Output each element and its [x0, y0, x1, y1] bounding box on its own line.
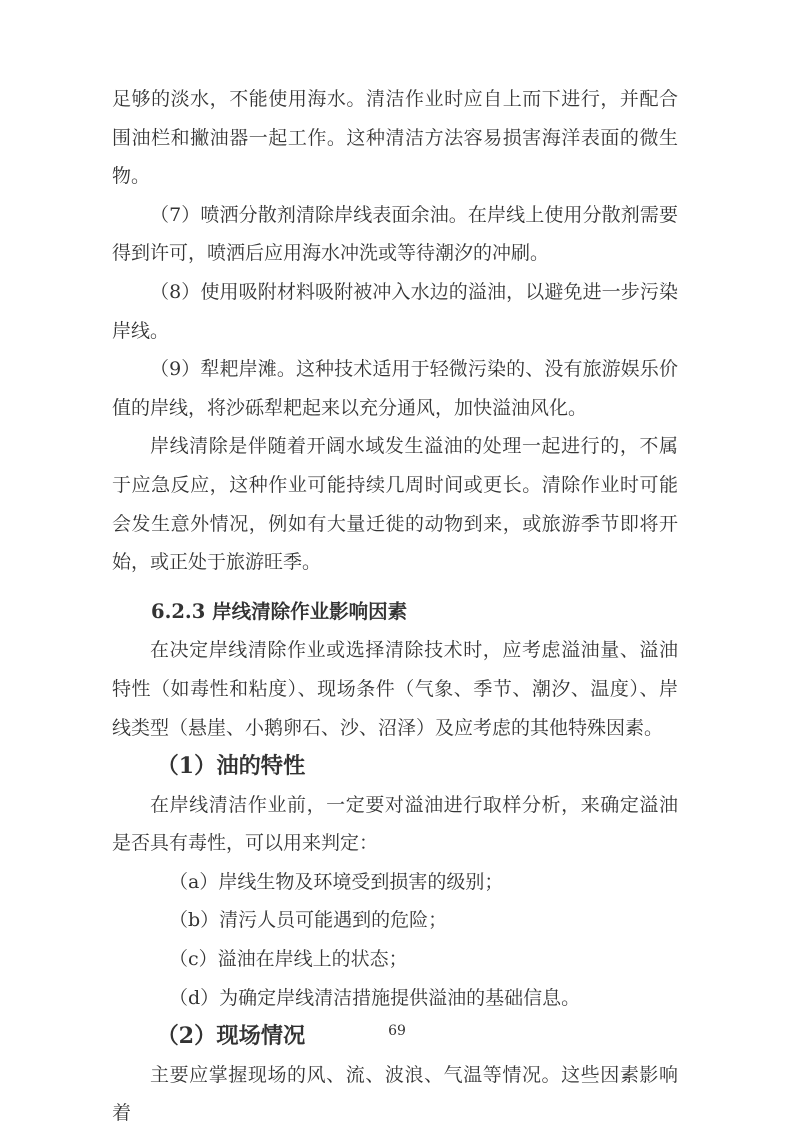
list-item: （b）清污人员可能遇到的危险；	[169, 909, 448, 932]
list-item: （a）岸线生物及环境受到损害的级别；	[169, 870, 504, 893]
subsection-heading: （1）油的特性	[156, 753, 306, 780]
body-paragraph: 在岸线清洁作业前，一定要对溢油进行取样分析，来确定溢油是否具有毒性，可以用来判定：	[112, 793, 678, 855]
page-number: 69	[388, 1023, 406, 1039]
subsection-heading: （2）现场情况	[156, 1023, 306, 1050]
body-paragraph: （8）使用吸附材料吸附被冲入水边的溢油，以避免进一步污染岸线。	[112, 280, 678, 342]
body-paragraph: 主要应掌握现场的风、流、波浪、气温等情况。这些因素影响着	[112, 1063, 678, 1123]
body-paragraph: 在决定岸线清除作业或选择清除技术时，应考虑溢油量、溢油特性（如毒性和粘度）、现场条件（气象、季节、潮汐、温度）、岸线类型（悬崖、小鹅卵石、沙、沼泽）及应考虑的其他特殊因素。	[112, 639, 678, 739]
section-heading: 6.2.3 岸线清除作业影响因素	[151, 599, 408, 623]
list-item: （c）溢油在岸线上的状态；	[169, 948, 408, 971]
body-paragraph: 足够的淡水，不能使用海水。清洁作业时应自上而下进行，并配合围油栏和撇油器一起工作。这种清洁方法容易损害海洋表面的微生物。	[112, 88, 678, 188]
list-item: （d）为确定岸线清洁措施提供溢油的基础信息。	[169, 986, 581, 1009]
body-paragraph: （7）喷洒分散剂清除岸线表面余油。在岸线上使用分散剂需要得到许可，喷洒后应用海水冲洗或等待潮汐的冲刷。	[112, 203, 678, 265]
body-paragraph: （9）犁耙岸滩。这种技术适用于轻微污染的、没有旅游娱乐价值的岸线，将沙砾犁耙起来以充分通风，加快溢油风化。	[112, 358, 678, 419]
body-paragraph: 岸线清除是伴随着开阔水域发生溢油的处理一起进行的，不属于应急反应，这种作业可能持续几周时间或更长。清除作业时可能会发生意外情况，例如有大量迁徙的动物到来，或旅游季节即将开始，或正处于旅游旺季。	[112, 435, 678, 574]
